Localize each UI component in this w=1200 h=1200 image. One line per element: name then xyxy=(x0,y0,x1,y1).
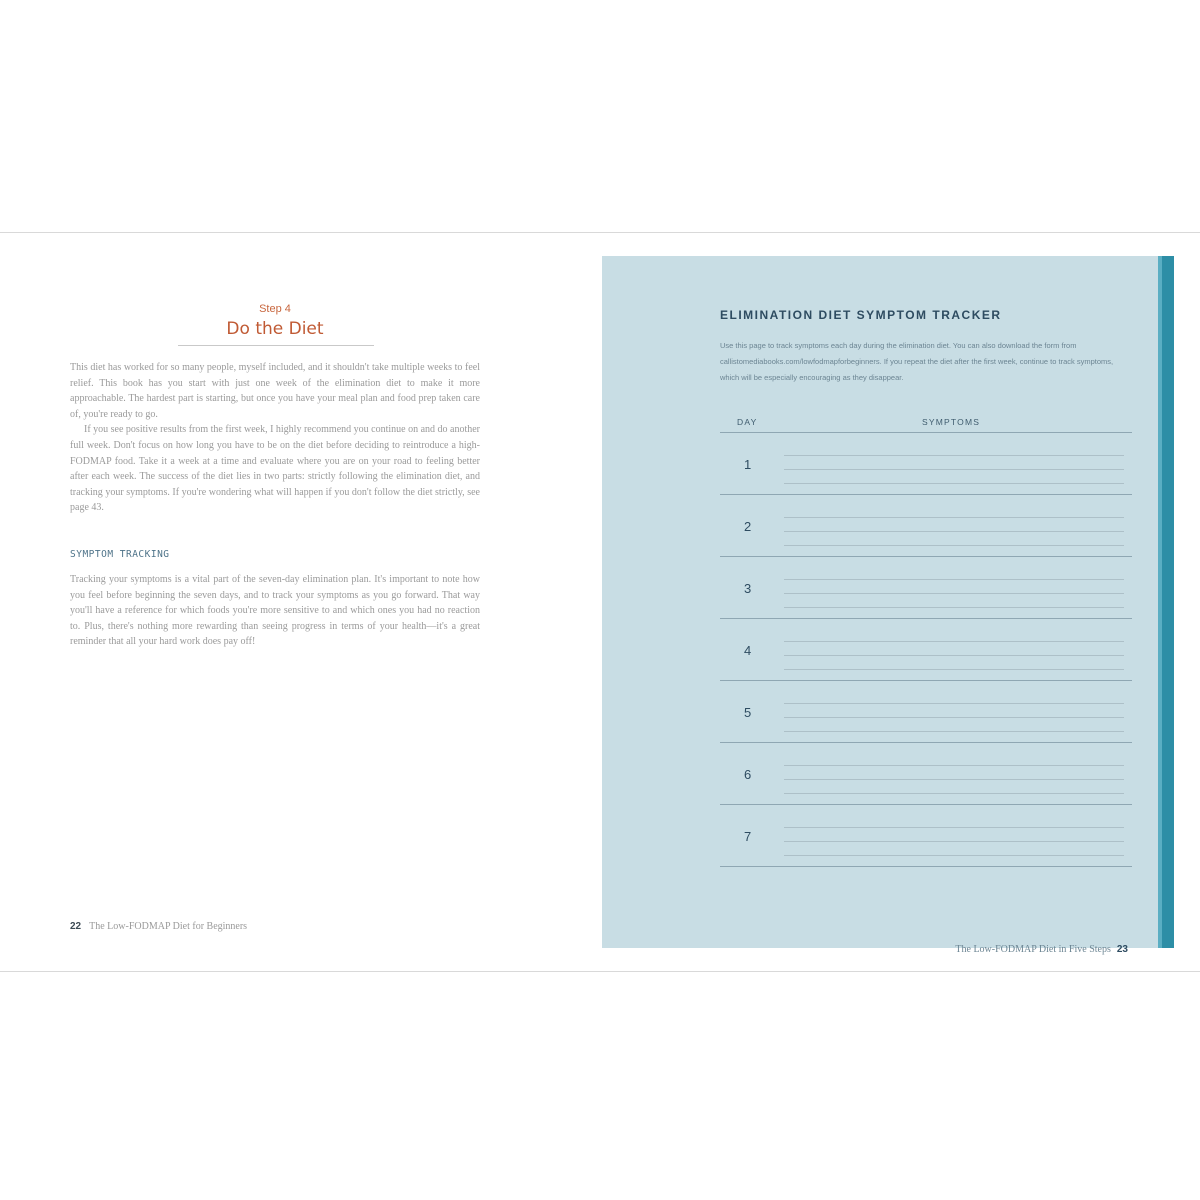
symptom-tracker-panel xyxy=(602,256,1158,955)
write-line xyxy=(784,779,1124,780)
left-folio xyxy=(70,921,247,932)
write-line xyxy=(784,593,1124,594)
write-line xyxy=(784,703,1124,704)
day-number: 5 xyxy=(744,705,752,720)
tracker-row xyxy=(720,557,1132,619)
book-spread xyxy=(0,232,1200,972)
day-number: 6 xyxy=(744,767,752,782)
day-column-header: DAY xyxy=(737,417,758,427)
day-number: 1 xyxy=(744,457,752,472)
right-folio xyxy=(955,944,1128,955)
write-line xyxy=(784,855,1124,856)
tracker-row xyxy=(720,681,1132,743)
day-number: 4 xyxy=(744,643,752,658)
tracker-row xyxy=(720,805,1132,867)
write-line xyxy=(784,827,1124,828)
write-line xyxy=(784,455,1124,456)
write-line xyxy=(784,655,1124,656)
tracker-title: ELIMINATION DIET SYMPTOM TRACKER xyxy=(720,308,1002,322)
row-divider xyxy=(720,866,1132,867)
day-number: 2 xyxy=(744,519,752,534)
left-page xyxy=(70,233,480,971)
write-line xyxy=(784,607,1124,608)
write-line xyxy=(784,517,1124,518)
symptoms-column-header: SYMPTOMS xyxy=(922,417,981,427)
write-line xyxy=(784,841,1124,842)
paragraph-1: This diet has worked for so many people, myself included, and it shouldn't take multiple weeks to feel relief. This book has you start with just one week of the elimination diet to make it more approachable. The hardest part is starting, but once you have your meal plan and food prep taken care of, you're ready to go. xyxy=(70,362,480,420)
page-number-right: 23 xyxy=(1116,944,1128,955)
write-line xyxy=(784,579,1124,580)
running-title-left: The Low-FODMAP Diet for Beginners xyxy=(89,921,248,932)
step-label: Step 4 xyxy=(259,303,291,315)
write-line xyxy=(784,545,1124,546)
tracker-intro: Use this page to track symptoms each day during the elimination diet. You can also download the form from callistomediabooks.com/lowfodmapforbeginners. If you repeat the diet after the first week, continue to track symptoms, which will be especially encouraging as they disappear. xyxy=(720,341,1114,382)
intro-text xyxy=(70,360,480,516)
title-divider xyxy=(178,345,374,346)
write-line xyxy=(784,731,1124,732)
write-line xyxy=(784,765,1124,766)
write-line xyxy=(784,483,1124,484)
day-number: 7 xyxy=(744,829,752,844)
tracker-row xyxy=(720,433,1132,495)
write-line xyxy=(784,717,1124,718)
tracker-row xyxy=(720,619,1132,681)
section-text xyxy=(70,572,480,650)
write-line xyxy=(784,793,1124,794)
section-heading: SYMPTOM TRACKING xyxy=(70,549,170,560)
paragraph-2: If you see positive results from the first week, I highly recommend you continue on and do another full week. Don't focus on how long you have to be on the diet before deciding to reintroduce a high-FODMAP food. Take it a week at a time and evaluate where you are on your road to feeling better after each week. The success of the diet lies in two parts: strictly following the elimination diet, and tracking your symptoms. If you're wondering what will happen if you don't follow the diet strictly, see page 43. xyxy=(70,424,481,514)
tracker-row xyxy=(720,743,1132,805)
page-number-left: 22 xyxy=(70,921,82,932)
page-title: Do the Diet xyxy=(226,319,324,339)
running-title-right: The Low-FODMAP Diet in Five Steps xyxy=(955,944,1111,955)
page-edge-highlight xyxy=(1158,256,1162,948)
tracker-row xyxy=(720,495,1132,557)
write-line xyxy=(784,641,1124,642)
write-line xyxy=(784,531,1124,532)
day-number: 3 xyxy=(744,581,752,596)
write-line xyxy=(784,469,1124,470)
write-line xyxy=(784,669,1124,670)
paragraph-3: Tracking your symptoms is a vital part of the seven-day elimination plan. It's important to note how you feel before beginning the seven days, and to track your symptoms as you go forward. That way you'll have a reference for which foods you're more sensitive to and which ones you had no reaction to. Plus, there's nothing more rewarding than seeing progress in terms of your health—it's a great reminder that all your hard work does pay off! xyxy=(70,574,480,648)
